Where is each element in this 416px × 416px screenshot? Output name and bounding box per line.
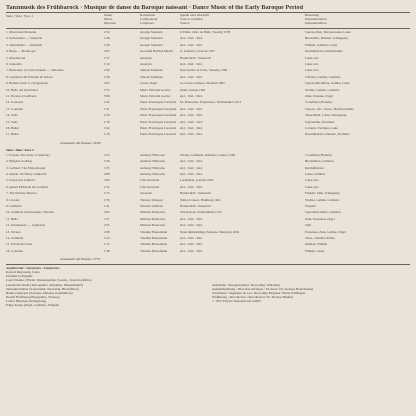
track-composer: Pierre Francisque Caroubel <box>140 114 177 118</box>
track-composer: Michael Praetorius <box>140 211 165 215</box>
track-title: 11. Ballo <box>6 217 18 221</box>
credit-line: Josef Ulsamer (Fiddel, Diskantgambe, Sopran-, Tenorblockflöte) <box>6 278 92 283</box>
track-composer: Simone Molinaro <box>140 75 164 79</box>
track-composer: Simone Molinaro <box>140 69 164 73</box>
track-instrumentation: Fiddeln, Zink, Schlagzeug <box>305 192 340 196</box>
track-duration: 1'20 <box>104 114 110 118</box>
track-row <box>0 224 416 230</box>
credit-line: Hanns Gaisbauer (Posaune, Dulzian, Krummhorn) <box>6 290 73 295</box>
production-line: Tonmeister / Ingénieur du son / Recording Engineer: Heinz Wildhagen <box>212 290 306 295</box>
track-source: ebd. / ibid. / ibid. <box>180 160 203 164</box>
track-duration: 1'22 <box>104 237 110 240</box>
track-instrumentation: Laute solo <box>305 69 319 73</box>
track-row <box>0 192 416 198</box>
track-source: ebd. / ibid. / ibid. <box>180 249 203 253</box>
track-duration: 2'02 <box>104 211 110 215</box>
track-source: ebd. / ibid. / ibid. <box>180 133 203 137</box>
track-row <box>0 50 416 56</box>
column-header-title: Seite / Side / Face 1 <box>6 14 34 18</box>
track-duration: 2'35 <box>104 224 110 228</box>
track-source: ebd. / ibid. / ibid. <box>180 243 203 247</box>
track-title: 15. Volte <box>6 120 18 124</box>
track-title: 12. Passamezzo — Gagliarda <box>6 224 45 228</box>
track-row <box>0 205 416 211</box>
track-title: 14. Galliarda <box>6 237 24 240</box>
track-duration: 3'40 <box>104 179 110 183</box>
production-credits <box>212 283 408 303</box>
track-composer: Anonym <box>140 56 152 60</box>
track-title: 8. Gagliarda del Principe di Venosa <box>6 75 53 79</box>
track-duration: 1'55 <box>104 88 110 92</box>
track-duration: 1'49 <box>104 37 110 41</box>
track-composer: Michael Praetorius <box>140 224 165 228</box>
track-row <box>0 44 416 50</box>
credit-line: Laurenzius Strehl (Tenorgambe, Altgambe, Diskantfiddel) <box>6 282 83 287</box>
track-row <box>0 108 416 114</box>
track-title: 4. Alman: Sir Henry Guilforde <box>6 173 47 176</box>
track-duration: 2'15 <box>104 192 110 196</box>
track-row <box>0 89 416 95</box>
track-source: Lachrimae, London 1604 <box>180 179 214 183</box>
track-duration: 2'40 <box>104 69 110 73</box>
track-instrumentation: Blockflöte, Dulzian, Schlagzeug <box>305 37 348 41</box>
track-title: 1. Pavane: The Earle of Salisbury <box>6 153 51 157</box>
track-composer: Giorgio Mainerio <box>140 43 164 47</box>
track-instrumentation: Tutti <box>305 224 312 228</box>
track-instrumentation: Laute solo <box>305 56 319 60</box>
track-composer: Pierre Francisque Caroubel <box>140 107 177 111</box>
track-instrumentation: Blockflöten, Gamben <box>305 160 334 164</box>
track-row <box>0 250 416 256</box>
column-header-composer: Komponist Compositeur Composer <box>140 13 158 25</box>
track-source: ebd. / ibid. / ibid. <box>180 237 203 240</box>
track-instrumentation: Krummhörner, Dulzian, Trommel <box>305 133 350 137</box>
track-composer: John Dowland <box>140 179 160 183</box>
track-instrumentation: Tenor-, Bassblockflöte <box>305 237 335 240</box>
track-composer: Cesare Negri <box>140 82 158 86</box>
track-composer: Orlando Gibbons <box>140 205 163 208</box>
track-composer: Pierre Francisque Caroubel <box>140 133 177 137</box>
track-title: 16. Ballet <box>6 127 19 130</box>
track-composer: Valentin Haussmann <box>140 243 168 247</box>
track-composer: Valentin Haussmann <box>140 237 168 240</box>
credit-line: Ulsamer-Collegium: <box>6 274 34 279</box>
track-row <box>0 121 416 127</box>
track-duration: 1'44 <box>104 127 110 130</box>
track-source: ebd. / ibid. / ibid. <box>180 95 203 98</box>
track-instrumentation: Cornetti, Violinen, Laute <box>305 127 338 130</box>
track-row <box>0 231 416 237</box>
track-instrumentation: 5 Gamben (Fiddeln) <box>305 101 332 105</box>
track-title: 1. Mascarada Maranda <box>6 31 37 34</box>
track-duration: 3'12 <box>104 153 110 157</box>
track-instrumentation: Virginal <box>305 205 316 208</box>
track-row <box>0 69 416 75</box>
production-line: Aufnahmeleitung / Direction artistique / Producer: Dr. Andreas Holschneider <box>212 286 314 291</box>
track-duration: 3'08 <box>104 95 110 98</box>
track-instrumentation: Tenorfiddel, Laute, Schlagzeug <box>305 114 347 118</box>
credits-heading: Ausführende / Interprètes / Interpreters <box>6 266 60 271</box>
track-composer: Anthony Holborne <box>140 166 165 170</box>
track-composer: Mario Pettorini Gorino <box>140 95 171 98</box>
track-instrumentation: Laute solo <box>305 63 319 66</box>
track-title: 13. Courante <box>6 107 24 111</box>
track-row <box>0 31 416 37</box>
track-title: 8. Coranto <box>6 198 20 202</box>
production-line: Einführung / Introduction / Introduction: Dr. Thomas Binkley <box>212 294 294 299</box>
track-duration: 2'03 <box>104 50 110 54</box>
track-title: 2. Heigh ho holiday <box>6 160 33 164</box>
track-instrumentation: Laute solo <box>305 185 319 189</box>
track-title: 5. Pavan and Galliard <box>6 179 35 183</box>
credit-line: Lothar Hebeisen (Schlagzeug) <box>6 298 47 303</box>
track-composer: John Dowland <box>140 185 160 189</box>
track-row <box>0 243 416 249</box>
table-header-divider <box>6 28 410 29</box>
track-source: G. Gabrieli, Canzoni 1597 <box>180 50 215 54</box>
track-duration: 1'38 <box>104 249 110 253</box>
track-instrumentation: Fiddeln, Laute <box>305 249 325 253</box>
track-composer: Giorgio Mainerio <box>140 31 164 34</box>
track-instrumentation: Zink, Posaunen, Orgel <box>305 217 335 221</box>
track-instrumentation: Sopranblockflöte, Gamben <box>305 211 341 215</box>
track-row <box>0 37 416 43</box>
track-instrumentation: Posaunen, Zink, Gambe, Orgel <box>305 230 346 234</box>
track-instrumentation: Violine, Gambe, Cembalo <box>305 198 340 202</box>
track-source: Taffel-Consort, Hamburg 1621 <box>180 198 221 202</box>
track-composer: Anonym <box>140 63 152 66</box>
track-composer: Pierre Francisque Caroubel <box>140 120 177 124</box>
track-composer: Pierre Francisque Caroubel <box>140 127 177 130</box>
track-title: 13. Pavana <box>6 230 21 234</box>
track-title: 17. Ballet <box>6 133 19 137</box>
track-title: 10. Galliarda di Alessandro Vincenti <box>6 211 54 215</box>
credit-line: Sebastian Kelber (Sopranzink, Tenorzink, Blockflöten) <box>6 286 79 291</box>
track-title: 11. Pavane et Galliarde <box>6 95 37 98</box>
track-instrumentation: Sopranzink, Posaunen <box>305 120 335 124</box>
track-composer: Valentin Haussmann <box>140 230 168 234</box>
track-row <box>0 199 416 205</box>
track-title: 6. Saltarello <box>6 63 22 66</box>
track-source: ebd. / ibid. / ibid. <box>180 185 203 189</box>
track-source: M. Praetorius, Terpsichore, Wolfenbüttel 1612 <box>180 101 242 105</box>
page-title: Tanzmusik des Frühbarock · Musique de danse du Baroque naissant · Dance Music of the Early Baroque Period <box>6 5 304 11</box>
track-row <box>0 173 416 179</box>
track-duration: 2'08 <box>104 173 110 176</box>
track-row <box>0 57 416 63</box>
track-source: Terpsichore, Wolfenbüttel 1612 <box>180 211 222 215</box>
track-row <box>0 218 416 224</box>
track-row <box>0 101 416 107</box>
track-instrumentation: Laute solo <box>305 179 319 183</box>
track-duration: 2'48 <box>104 230 110 234</box>
track-title: 7. Balli detto il Conte Orlando — Saltarello <box>6 69 64 73</box>
track-title: 14. Volte <box>6 114 18 118</box>
track-source: ebd. / ibid. / ibid. <box>180 120 203 124</box>
track-title: 9. Galliarda <box>6 205 22 208</box>
column-header-source: Quelle oder Abschrift Source et édition Source <box>180 13 210 25</box>
track-row <box>0 95 416 101</box>
track-duration: 2'14 <box>104 31 110 34</box>
track-instrumentation: 5 Gamben (Fiddeln) <box>305 153 332 157</box>
credit-line: Rudolf Hoffmann (Bassgambe, Violone) <box>6 294 60 299</box>
track-row <box>0 160 416 166</box>
track-title: 2. Schiarazula — Saltarello <box>6 37 43 41</box>
track-composer: Anthony Holborne <box>140 153 165 157</box>
track-composer: Anthony Holborne <box>140 173 165 176</box>
track-row <box>0 186 416 192</box>
side-1-total-time: Gesamtzeit mit Pausen: 26'09 <box>60 140 101 145</box>
track-title: 6. Queen Elizabeth her Galliard <box>6 185 48 189</box>
column-header-duration: Dauer Durée Duration <box>104 13 117 25</box>
track-duration: 1'18 <box>104 120 110 124</box>
credits-block <box>6 266 196 307</box>
track-source: Handschrift / manuscrit <box>180 205 212 208</box>
track-instrumentation: Zink, Posaune, Orgel <box>305 95 333 98</box>
track-source: ebd. / ibid. / ibid. <box>180 166 203 170</box>
track-duration: 1'41 <box>104 205 110 208</box>
side-2-total-time: Gesamtzeit mit Pausen: 27'51 <box>60 257 101 262</box>
track-source: Dalla canzoni 1601 <box>180 88 206 92</box>
track-row <box>0 211 416 217</box>
track-composer: Anthony Holborne <box>140 160 165 164</box>
track-duration: 1'33 <box>104 198 110 202</box>
track-row <box>0 76 416 82</box>
track-title: 9. Balletto detto Lo Spagnoletto <box>6 82 49 86</box>
track-source: Neue fünfstimmige Paduane, Nürnberg 1604 <box>180 230 240 234</box>
track-title: 16. Courante <box>6 249 24 253</box>
track-composer: Thomas Simpson <box>140 198 163 202</box>
track-source: Handschrift / manuscrit <box>180 56 212 60</box>
track-title: 15. Polnischer Tanz <box>6 243 32 247</box>
track-duration: 1'27 <box>104 217 110 221</box>
track-duration: 1'10 <box>104 133 110 137</box>
track-source: ebd. / ibid. / ibid. <box>180 127 203 130</box>
credit-line: Edgar Krapp (Orgel, Cembalo, Virginal) <box>6 303 60 308</box>
track-row <box>0 179 416 185</box>
track-row <box>0 167 416 173</box>
track-duration: 1'26 <box>104 43 110 47</box>
track-duration: 1'31 <box>104 107 110 111</box>
track-title: 10. Ballo del Gran Duca <box>6 88 39 92</box>
track-composer: Pierre Francisque Caroubel <box>140 101 177 105</box>
track-source: Intavolatura di Liuto, Venedig 1599 <box>180 69 228 73</box>
track-instrumentation: Krummhörner, Rauschpfeife <box>305 50 343 54</box>
track-source: ebd. / ibid. / ibid. <box>180 114 203 118</box>
track-instrumentation: Dulzian, Fiddeln <box>305 243 328 247</box>
track-title: 7. The Witches Daunce <box>6 192 37 196</box>
track-duration: 1'52 <box>104 185 110 189</box>
track-source: ebd. / ibid. / ibid. <box>180 173 203 176</box>
track-source: ebd. / ibid. / ibid. <box>180 75 203 79</box>
track-composer: Anonym <box>140 192 152 196</box>
copyright-line: © 1973 Polydor International GmbH <box>212 298 261 303</box>
track-instrumentation: Fiddeln, Gamben, Laute <box>305 43 338 47</box>
track-source: Le Gratie d'Amore, Mailand 1602 <box>180 82 225 86</box>
credits-divider <box>6 264 410 265</box>
track-source: ebd. / ibid. / ibid. <box>180 37 203 41</box>
track-source: Pavans, Galliards, Almains, London 1599 <box>180 153 236 157</box>
track-row <box>0 133 416 139</box>
track-source: ebd. / ibid. / ibid. <box>180 224 203 228</box>
track-source: ebd. / ibid. / ibid. <box>180 43 203 47</box>
track-source: ebd. / ibid. / ibid. <box>180 217 203 221</box>
track-instrumentation: Laute, Gamben <box>305 173 326 176</box>
track-title: 12. Courante <box>6 101 24 105</box>
track-duration: 1'25 <box>104 166 110 170</box>
track-instrumentation: Sopran-Zink, Tenorposaune, Laute <box>305 31 351 34</box>
track-duration: 1'42 <box>104 101 110 105</box>
track-instrumentation: Sopran-Blockflöte, Gambe, Laute <box>305 82 350 86</box>
track-row <box>0 154 416 160</box>
track-row <box>0 114 416 120</box>
side-2-heading: Seite / Side / Face 2 <box>6 147 34 152</box>
track-composer: Valentin Haussmann <box>140 249 168 253</box>
track-instrumentation: 2 Flöten, Gambe, Cembalo <box>305 75 341 79</box>
track-duration: 2'22 <box>104 82 110 86</box>
track-source: Il Primo Libro de Balli, Venedig 1578 <box>180 31 231 34</box>
track-duration: 1'12 <box>104 63 110 66</box>
track-row <box>0 127 416 133</box>
track-title: 3. Tedeschella — Saltarello <box>6 43 43 47</box>
track-row <box>0 82 416 88</box>
track-instrumentation: Krummhörner <box>305 166 324 170</box>
track-duration: 1'15 <box>104 243 110 247</box>
track-composer: Mario Pettorini Gorino <box>140 88 171 92</box>
track-instrumentation: Violine, Gambe, Cembalo <box>305 88 340 92</box>
track-title: 5. Mascherada <box>6 56 26 60</box>
track-duration: 1'49 <box>104 160 110 164</box>
track-duration: 1'37 <box>104 56 110 60</box>
track-title: 4. Basse — Branle gai <box>6 50 36 54</box>
track-title: 3. Galliard: The Fairie Round <box>6 166 46 170</box>
credit-line: Konrad Ragossnig, Laute <box>6 270 40 275</box>
track-instrumentation: Sopran-, Alt-, Tenor-, Bassblockflöte <box>305 107 354 111</box>
track-row <box>0 63 416 69</box>
production-line: Aufnahme / Enregistrement / Recording: Würzburg <box>212 282 280 287</box>
track-duration: 1'58 <box>104 75 110 79</box>
track-source: ebd. / ibid. / ibid. <box>180 107 203 111</box>
track-composer: Giorgio Mainerio <box>140 37 164 41</box>
track-composer: Michael Praetorius <box>140 217 165 221</box>
track-row <box>0 237 416 243</box>
track-composer: Giovanni Battista Mealli <box>140 50 173 54</box>
track-source: Handschrift / manuscrit <box>180 192 212 196</box>
track-source: ebd. / ibid. / ibid. <box>180 63 203 66</box>
column-header-instruments: Besetzung Instrumentation Instrumentation <box>305 13 327 25</box>
